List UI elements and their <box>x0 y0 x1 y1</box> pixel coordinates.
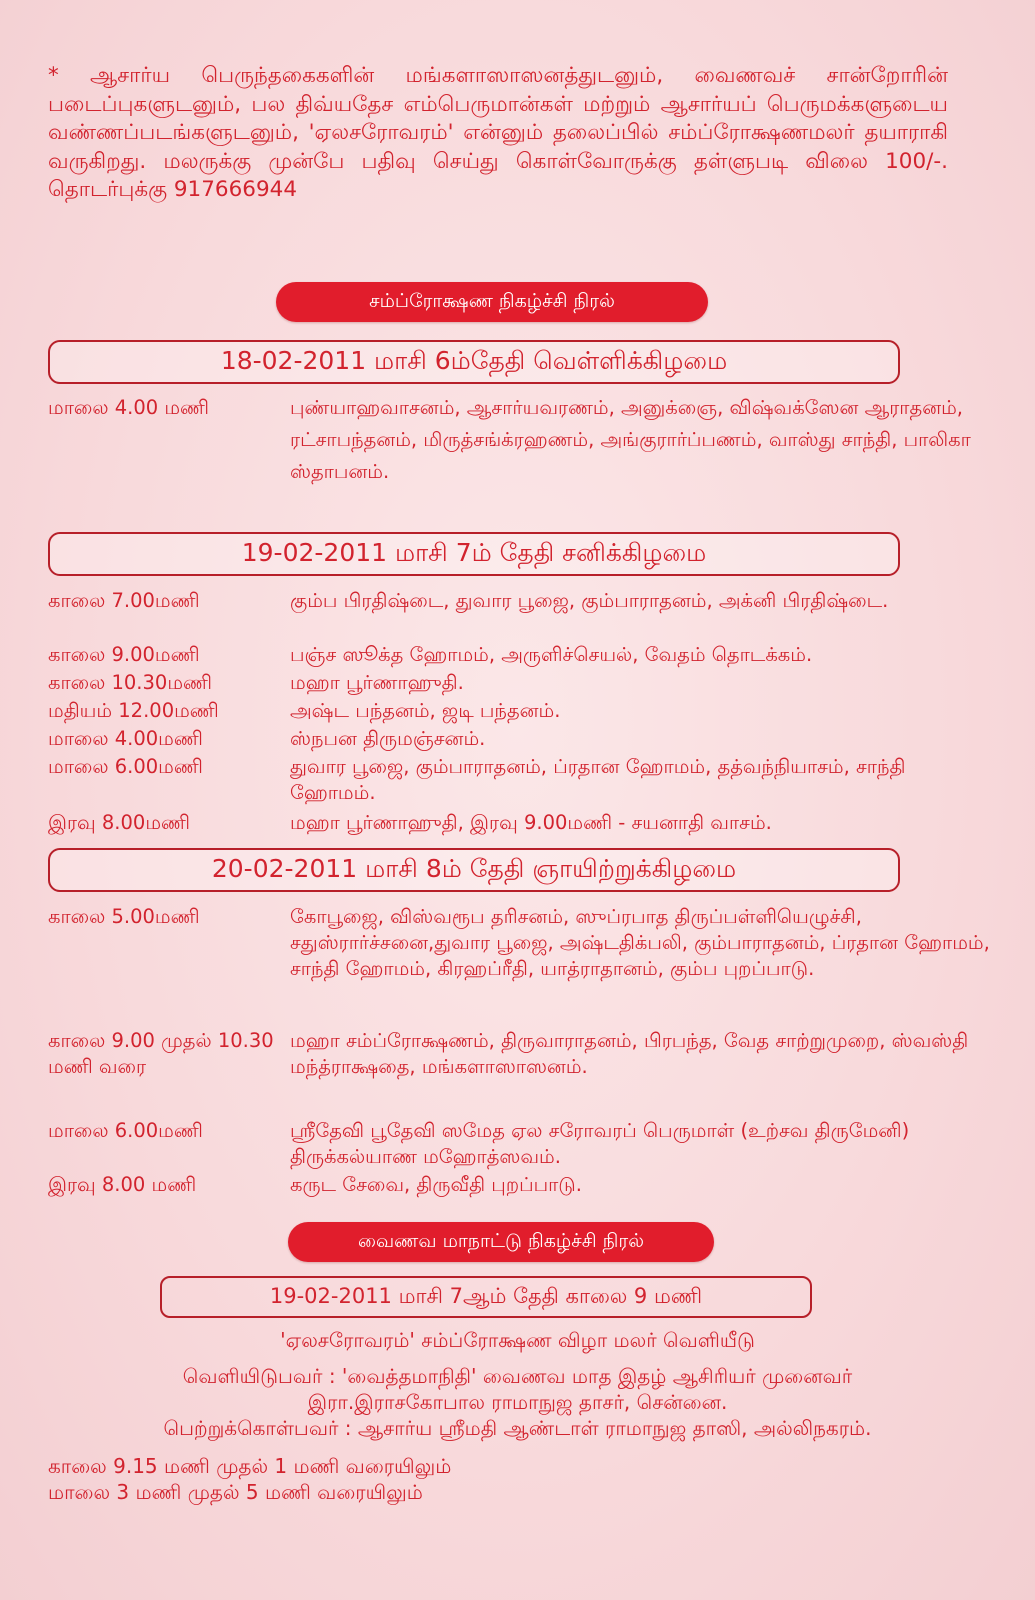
releaser-line-1: வெளியிடுபவர் : 'வைத்தமாநிதி' வைணவ மாத இதழ் ஆசிரியர் முனைவர் <box>182 1364 853 1388</box>
row-time: இரவு 8.00 மணி <box>48 1173 197 1196</box>
receiver-line: பெற்றுக்கொள்பவர் : ஆசார்ய ஸ்ரீமதி ஆண்டாள் ராமாநுஜ தாஸி, அல்லிநகரம். <box>163 1416 872 1440</box>
row-description: பஞ்ச ஸூக்த ஹோமம், அருளிச்செயல், வேதம் தொடக்கம். <box>290 643 813 666</box>
row-time: மாலை 6.00மணி <box>48 1119 203 1142</box>
program-title-badge: சம்ப்ரோக்ஷண நிகழ்ச்சி நிரல் <box>276 282 708 322</box>
row-time: காலை 5.00மணி <box>48 905 200 928</box>
row-description: மஹா பூர்ணாஹுதி, இரவு 9.00மணி - சயனாதி வாசம். <box>290 811 772 834</box>
row-description: ஸ்நபன திருமஞ்சனம். <box>290 727 486 750</box>
day-3-header: 20-02-2011 மாசி 8ம் தேதி ஞாயிற்றுக்கிழமை <box>48 848 900 892</box>
souvenir-announcement: * ஆசார்ய பெருந்தகைகளின் மங்களாஸாஸனத்துடனும், வைணவச் சான்றோரின் படைப்புகளுடனும், பல திவ்யதேச எம்பெருமான்கள் மற்றும் ஆசார்யப் பெருமக்களுடைய வண்ணப்படங்களுடனும், 'ஏலசரோவரம்' என்னும் தலைப்பில் சம்ப்ரோக்ஷணமலர் தயாராகி வருகிறது. மலருக்கு முன்பே பதிவு செய்து கொள்வோருக்கு தள்ளுபடி விலை 100/-. தொடர்புக்கு 917666944 <box>48 63 948 202</box>
row-time: மதியம் 12.00மணி <box>48 699 219 722</box>
row-description: மஹா சம்ப்ரோக்ஷணம், திருவாராதனம், பிரபந்த, வேத சாற்றுமுறை, ஸ்வஸ்தி மந்த்ராக்ஷதை, மங்களாஸாஸனம். <box>290 1029 969 1078</box>
timing-line-1: காலை 9.15 மணி முதல் 1 மணி வரையிலும் <box>48 1454 452 1478</box>
row-description: துவார பூஜை, கும்பாராதனம், ப்ரதான ஹோமம், தத்வந்நியாசம், சாந்தி ஹோமம். <box>290 755 906 804</box>
day-2-header: 19-02-2011 மாசி 7ம் தேதி சனிக்கிழமை <box>48 532 900 576</box>
row-description: கருட சேவை, திருவீதி புறப்பாடு. <box>290 1173 582 1196</box>
row-time: மாலை 6.00மணி <box>48 755 203 778</box>
conference-title-badge: வைணவ மாநாட்டு நிகழ்ச்சி நிரல் <box>288 1222 714 1262</box>
row-description: புண்யாஹவாசனம், ஆசார்யவரணம், அனுக்ஞை, விஷ்வக்ஸேன ஆராதனம், ரட்சாபந்தனம், மிருத்சங்க்ரஹணம், அங்குரார்ப்பணம், வாஸ்து சாந்தி, பாலிகா ஸ்தாபனம். <box>290 396 971 483</box>
souvenir-release-line: 'ஏலசரோவரம்' சம்ப்ரோக்ஷண விழா மலர் வெளியீடு <box>280 1328 755 1352</box>
row-description: மஹா பூர்ணாஹுதி. <box>290 671 464 694</box>
row-time: காலை 9.00மணி <box>48 643 200 666</box>
row-time: இரவு 8.00மணி <box>48 811 191 834</box>
row-time: காலை 9.00 முதல் 10.30 மணி வரை <box>48 1029 274 1078</box>
row-description: கோபூஜை, விஸ்வரூப தரிசனம், ஸுப்ரபாத திருப்பள்ளியெழுச்சி, சதுஸ்ரார்ச்சனை,துவார பூஜை, அஷ்டதிக்பலி, கும்பாராதனம், ப்ரதான ஹோமம், சாந்தி ஹோமம், கிரஹப்ரீதி, யாத்ராதானம், கும்ப புறப்பாடு. <box>290 905 990 980</box>
conference-date-box: 19-02-2011 மாசி 7ஆம் தேதி காலை 9 மணி <box>160 1276 812 1318</box>
day-1-header: 18-02-2011 மாசி 6ம்தேதி வெள்ளிக்கிழமை <box>48 340 900 384</box>
row-description: ஸ்ரீதேவி பூதேவி ஸமேத ஏல சரோவரப் பெருமாள் (உற்சவ திருமேனி) திருக்கல்யாண மஹோத்ஸவம். <box>290 1119 910 1168</box>
row-time: காலை 10.30மணி <box>48 671 213 694</box>
row-description: கும்ப பிரதிஷ்டை, துவார பூஜை, கும்பாராதனம், அக்னி பிரதிஷ்டை. <box>290 589 889 612</box>
timing-line-2: மாலை 3 மணி முதல் 5 மணி வரையிலும் <box>48 1480 423 1504</box>
row-time: மாலை 4.00 மணி <box>48 396 210 419</box>
row-description: அஷ்ட பந்தனம், ஜடி பந்தனம். <box>290 699 561 722</box>
row-time: காலை 7.00மணி <box>48 589 200 612</box>
row-time: மாலை 4.00மணி <box>48 727 203 750</box>
releaser-line-2: இரா.இராசகோபால ராமாநுஜ தாசர், சென்னை. <box>307 1390 728 1414</box>
